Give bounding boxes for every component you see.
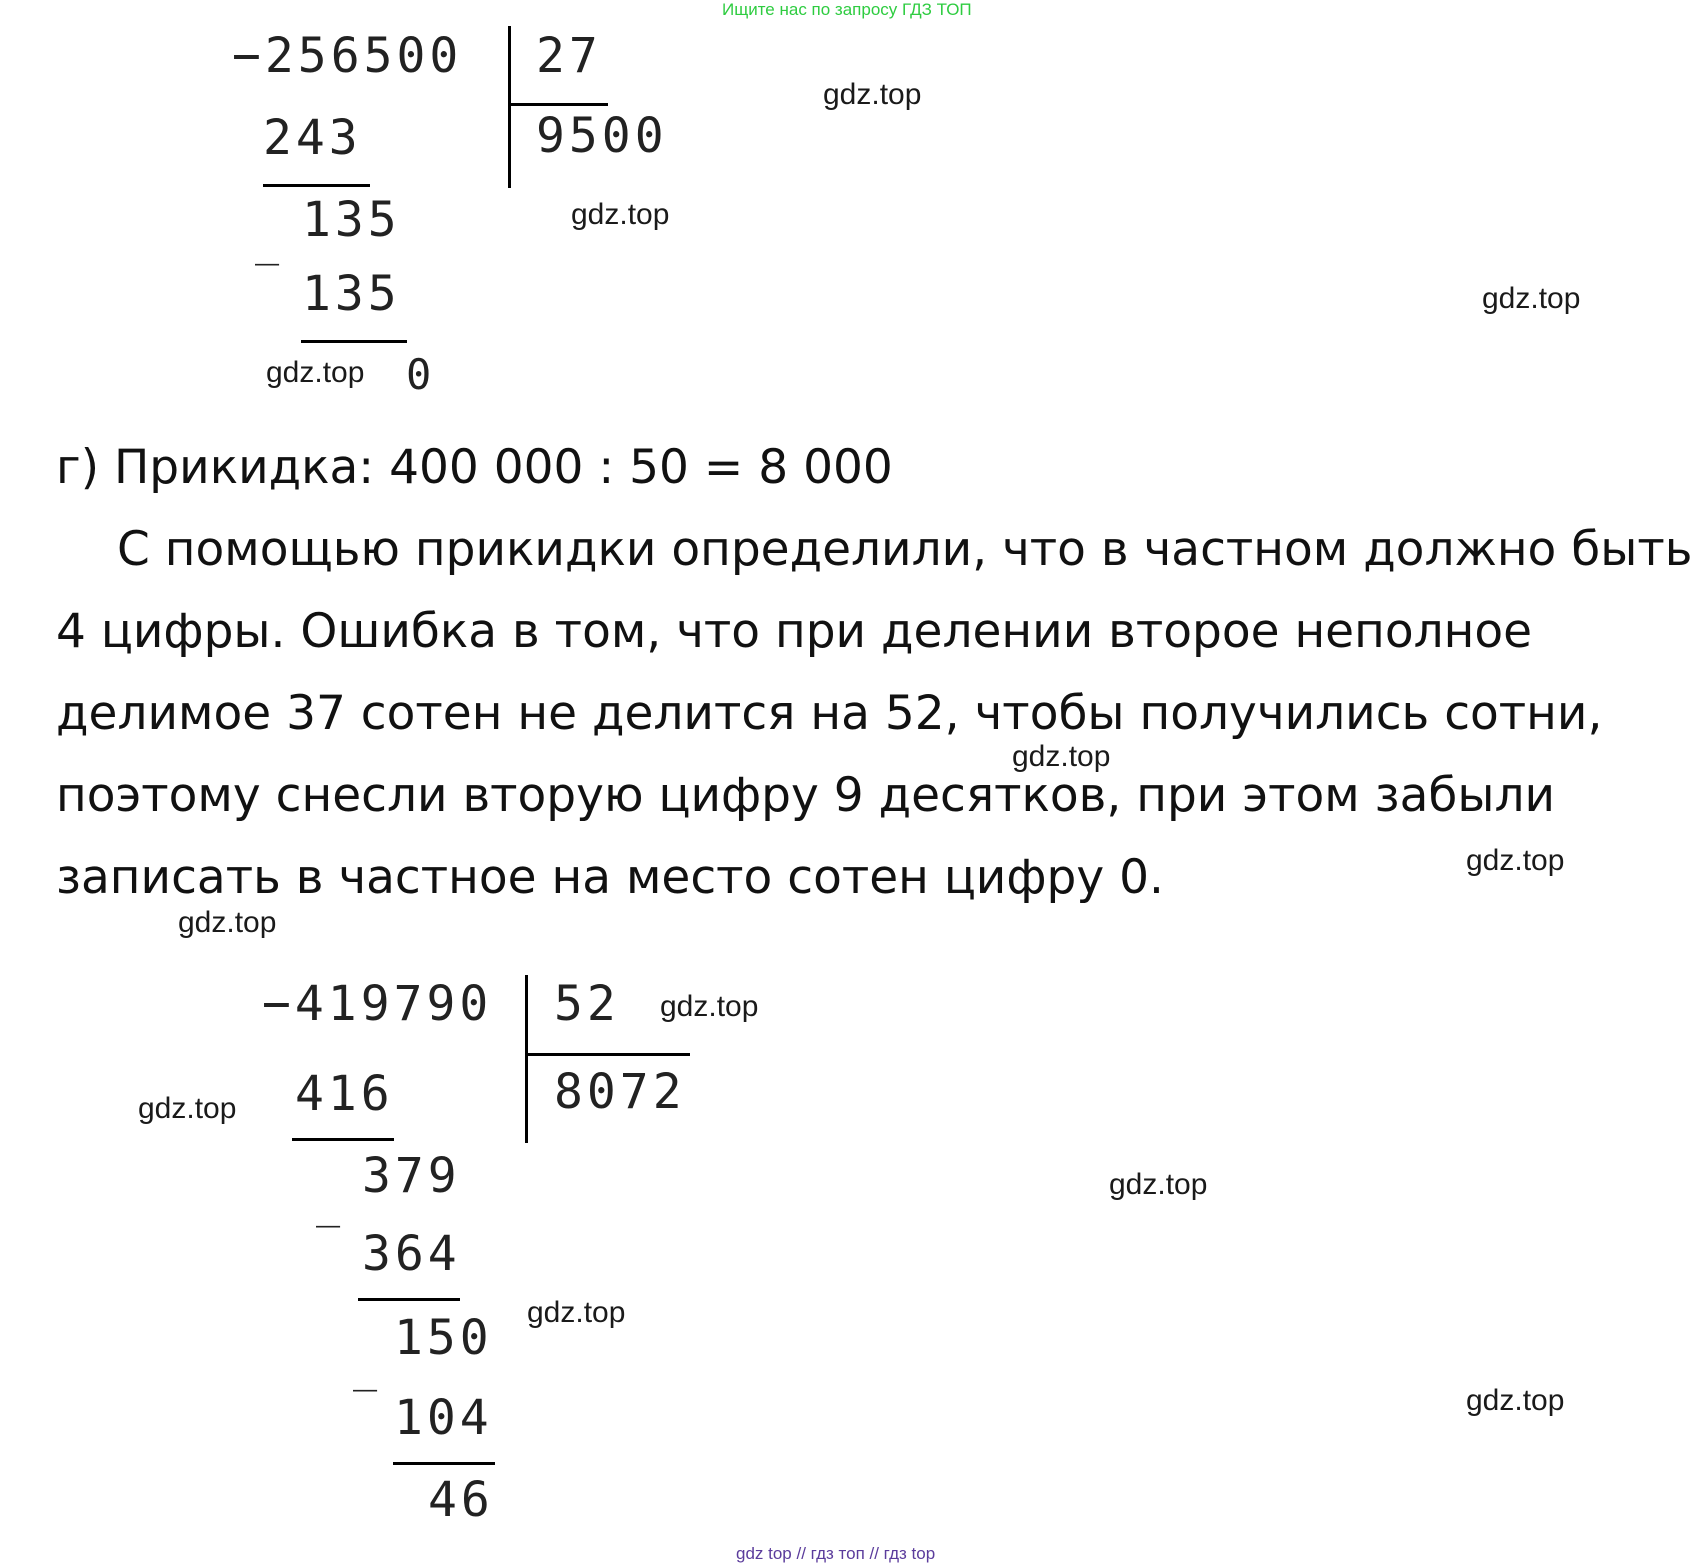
watermark: gdz.top	[1482, 282, 1581, 315]
underline	[393, 1462, 495, 1465]
quotient-line	[508, 103, 608, 106]
dividend: −419790	[262, 976, 493, 1032]
text-line: записать в частное на место сотен цифру 0.	[56, 850, 1164, 905]
minus-sign: _	[316, 1182, 345, 1228]
remainder: 135	[302, 192, 401, 248]
divisor: 52	[554, 976, 620, 1032]
minus-sign: _	[353, 1346, 382, 1392]
quotient: 9500	[536, 108, 668, 164]
subtrahend: 135	[302, 266, 401, 322]
estimate-line: г) Прикидка: 400 000 : 50 = 8 000	[56, 440, 893, 495]
underline	[292, 1138, 394, 1141]
subtrahend: 243	[263, 110, 362, 166]
watermark: gdz.top	[138, 1092, 237, 1125]
division-bar	[525, 975, 528, 1143]
remainder: 0	[406, 350, 436, 399]
quotient: 8072	[554, 1064, 686, 1120]
remainder: 46	[428, 1472, 494, 1528]
dividend: −256500	[232, 28, 463, 84]
divisor: 27	[536, 28, 602, 84]
watermark: gdz.top	[1012, 740, 1111, 773]
subtrahend: 416	[295, 1066, 394, 1122]
text-line: поэтому снесли вторую цифру 9 десятков, при этом забыли	[56, 768, 1556, 823]
minus-sign: _	[255, 220, 284, 266]
quotient-line	[525, 1053, 690, 1056]
remainder: 150	[394, 1310, 493, 1366]
division-bar	[508, 26, 511, 188]
text-line: 4 цифры. Ошибка в том, что при делении второе неполное	[56, 604, 1533, 659]
underline	[301, 340, 407, 343]
watermark: gdz.top	[1466, 1384, 1565, 1417]
underline	[263, 184, 370, 187]
remainder: 379	[362, 1148, 461, 1204]
text-line: С помощью прикидки определили, что в частном должно быть	[117, 522, 1693, 577]
watermark: gdz.top	[660, 990, 759, 1023]
watermark: gdz.top	[266, 356, 365, 389]
watermark: gdz.top	[571, 198, 670, 231]
subtrahend: 104	[394, 1390, 493, 1446]
watermark: gdz.top	[1109, 1168, 1208, 1201]
text-line: делимое 37 сотен не делится на 52, чтобы получились сотни,	[56, 686, 1603, 741]
underline	[358, 1298, 460, 1301]
watermark: gdz.top	[178, 906, 277, 939]
subtrahend: 364	[362, 1226, 461, 1282]
watermark: gdz.top	[527, 1296, 626, 1329]
top-banner[interactable]: Ищите нас по запросу ГДЗ ТОП	[722, 0, 972, 19]
watermark: gdz.top	[823, 78, 922, 111]
watermark: gdz.top	[1466, 844, 1565, 877]
footer-links[interactable]: gdz top // гдз топ // гдз top	[736, 1544, 936, 1563]
